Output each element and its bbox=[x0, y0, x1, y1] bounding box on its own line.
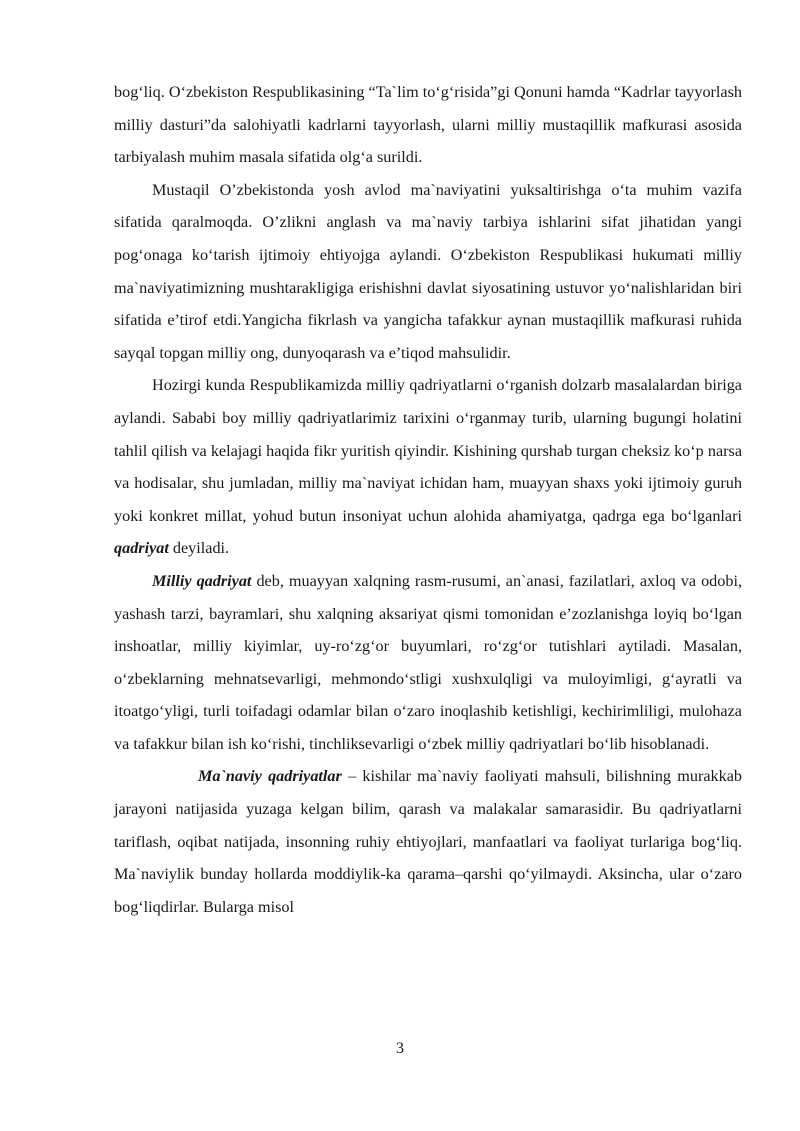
page-number: 3 bbox=[396, 1040, 404, 1057]
term-milliy-qadriyat: Milliy qadriyat bbox=[152, 571, 252, 590]
paragraph-3-text-after: deyiladi. bbox=[168, 539, 230, 558]
term-manaviy-qadriyatlar: Ma`naviy qadriyatlar bbox=[198, 767, 342, 786]
paragraph-5 bbox=[114, 760, 742, 923]
paragraph-2: Mustaqil O’zbekistonda yosh avlod ma`naviyatini yuksaltirishga o‘ta muhim vazifa sifatida qaralmoqda. O’zlikni anglash va ma`naviy tarbiya ishlarini sifat jihatidan yangi pog‘onaga ko‘tarish ijtimoiy ehtiyojga aylandi. O‘zbekiston Respublikasi hukumati milliy ma`naviyatimizning mushtarakligiga erishishni davlat siyosatining ustuvor yo‘nalishlaridan biri sifatida e’tirof etdi.Yangicha fikrlash va yangicha tafakkur aynan mustaqillik mafkurasi ruhida sayqal topgan milliy ong, dunyoqarash va e’tiqod mahsulidir. bbox=[114, 180, 742, 362]
term-qadriyat: qadriyat bbox=[114, 539, 169, 558]
paragraph-4-text-after: deb, muayyan xalqning rasm-rusumi, an`anasi, fazilatlari, axloq va odobi, yashash tarzi, bayramlari, shu xalqning aksariyat qismi tomonidan e’zozlanishga loyiq bo‘lgan inshoatlar, milliy kiyimlar, uy-ro‘zg‘or buyumlari, ro‘zg‘or tutishlari aytiladi. Masalan, o‘zbeklarning mehnatsevarligi, mehmondo‘stligi xushxulqligi va muloyimligi, g‘ayratli va itoatgo‘yligi, turli toifadagi odamlar bilan o‘zaro inoqlashib ketishligi, kechirimliligi, mulohaza va tafakkur bilan ish ko‘rishi, tinchliksevarligi o‘zbek milliy qadriyatlari bo‘lib hisoblanadi. bbox=[114, 571, 743, 753]
document-page bbox=[114, 76, 742, 923]
paragraph-3 bbox=[114, 369, 742, 565]
paragraph-5-text-after: – kishilar ma`naviy faoliyati mahsuli, bilishning murakkab jarayoni natijasida yuzaga kelgan bilim, qarash va malakalar samarasidir. Bu qadriyatlarni tariflash, oqibat natijada, insonning ruhiy ehtiyojlari, manfaatlari va faoliyat turlariga bog‘liq. Ma`naviylik bunday hollarda moddiylik-ka qarama–qarshi qo‘yilmaydi. Aksincha, ular o‘zaro bog‘liqdirlar. Bularga misol bbox=[114, 767, 742, 916]
paragraph-4 bbox=[114, 565, 742, 761]
paragraph-3-text-before: Hozirgi kunda Respublikamizda milliy qadriyatlarni o‘rganish dolzarb masalalardan biriga aylandi. Sababi boy milliy qadriyatlarimiz tarixini o‘rganmay turib, ularning bugungi holatini tahlil qilish va kelajagi haqida fikr yuritish qiyindir. Kishining qurshab turgan cheksiz ko‘p narsa va hodisalar, shu jumladan, milliy ma`naviyat ichidan ham, muayyan shaxs yoki ijtimoiy guruh yoki konkret millat, yohud butun insoniyat uchun alohida ahamiyatga, qadrga ega bo‘lganlari bbox=[114, 376, 742, 525]
paragraph-1: bog‘liq. O‘zbekiston Respublikasining “Ta`lim to‘g‘risida”gi Qonuni hamda “Kadrlar tayyorlash milliy dasturi”da salohiyatli kadrlarni tayyorlash, ularni milliy mustaqillik mafkurasi asosida tarbiyalash muhim masala sifatida olg‘a surildi. bbox=[114, 83, 742, 167]
